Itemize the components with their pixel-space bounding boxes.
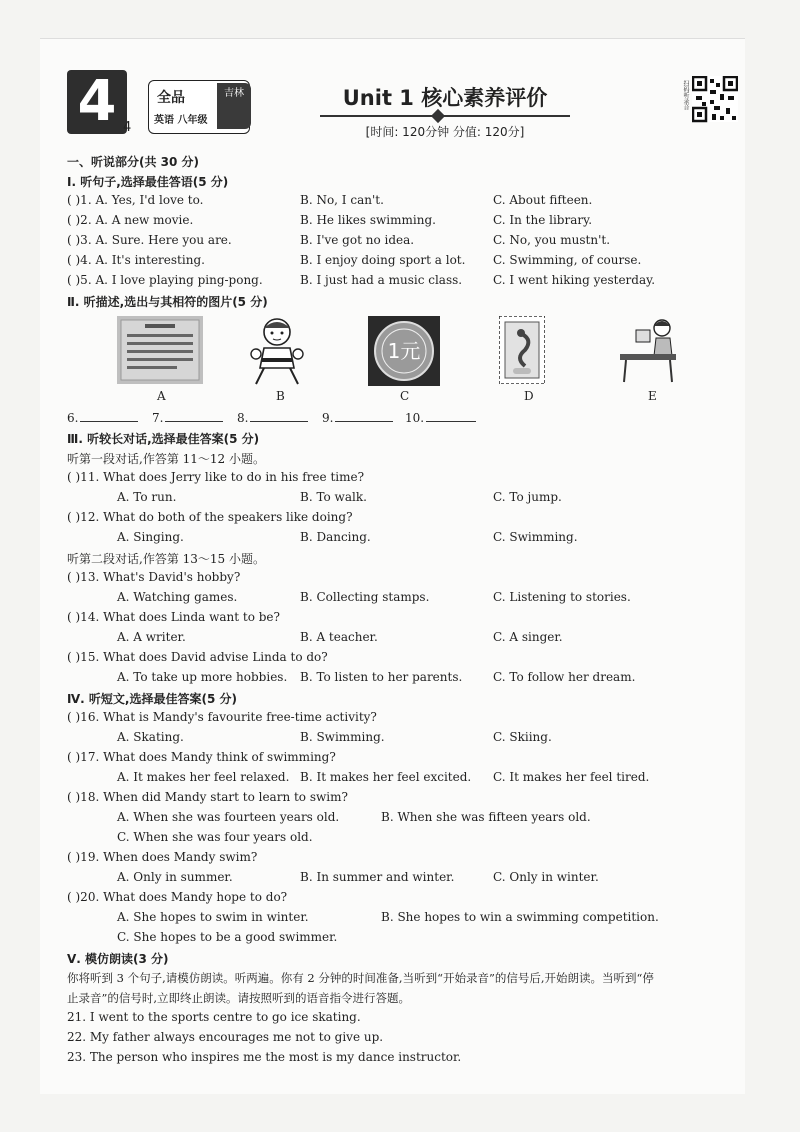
option-16b[interactable]: B. Swimming. (300, 730, 385, 744)
option-19c[interactable]: C. Only in winter. (493, 870, 599, 884)
sentence-22: 22. My father always encourages me not to give up. (67, 1030, 384, 1044)
option-12b[interactable]: B. Dancing. (300, 530, 371, 544)
option-19a[interactable]: A. Only in summer. (117, 870, 233, 884)
question-16: ( )16. What is Mandy's favourite free-time activity? (67, 710, 377, 724)
option-13a[interactable]: A. Watching games. (117, 590, 238, 604)
qr-code-icon[interactable] (692, 76, 738, 132)
question-17: ( )17. What does Mandy think of swimming? (67, 750, 336, 764)
dialog2-instruction: 听第二段对话,作答第 13～15 小题。 (67, 552, 265, 566)
answer-blank-8[interactable]: 8. (237, 410, 308, 425)
sentence-21: 21. I went to the sports centre to go ice skating. (67, 1010, 361, 1024)
option-13b[interactable]: B. Collecting stamps. (300, 590, 430, 604)
option-15b[interactable]: B. To listen to her parents. (300, 670, 463, 684)
question-15: ( )15. What does David advise Linda to do? (67, 650, 328, 664)
section-v-instruction-1: 你将听到 3 个句子,请模仿朗读。听两遍。你有 2 分钟的时间准备,当听到“开始录音”的信号后,开始朗读。当听到“停 (67, 971, 654, 985)
option-19b[interactable]: B. In summer and winter. (300, 870, 455, 884)
section-ii-title: Ⅱ. 听描述,选出与其相符的图片(5 分) (67, 295, 268, 309)
option-18c[interactable]: C. When she was four years old. (117, 830, 313, 844)
section-iv-title: Ⅳ. 听短文,选择最佳答案(5 分) (67, 692, 237, 706)
option-18b[interactable]: B. When she was fifteen years old. (381, 810, 591, 824)
section-i-title: Ⅰ. 听句子,选择最佳答语(5 分) (67, 175, 229, 189)
picture-label-d: D (524, 389, 534, 403)
option-16c[interactable]: C. Skiing. (493, 730, 552, 744)
option-11c[interactable]: C. To jump. (493, 490, 562, 504)
brand-badge: 吉林 (217, 83, 251, 129)
brand-name: 全品 (157, 90, 185, 106)
answer-blank-7[interactable]: 7. (152, 410, 223, 425)
option-11a[interactable]: A. To run. (117, 490, 177, 504)
option-12a[interactable]: A. Singing. (117, 530, 184, 544)
question-20: ( )20. What does Mandy hope to do? (67, 890, 288, 904)
girl-at-desk-picture (616, 316, 686, 386)
option-15a[interactable]: A. To take up more hobbies. (117, 670, 288, 684)
karate-boy-picture (242, 316, 312, 386)
option-12c[interactable]: C. Swimming. (493, 530, 578, 544)
time-score-info: [时间: 120分钟 分值: 120分] (365, 125, 525, 139)
option-15c[interactable]: C. To follow her dream. (493, 670, 636, 684)
question-11: ( )11. What does Jerry like to do in his free time? (67, 470, 365, 484)
dialog1-instruction: 听第一段对话,作答第 11～12 小题。 (67, 452, 265, 466)
unit-number-block: 4 (67, 70, 127, 134)
section-v-instruction-2: 止录音”的信号时,立即终止朗读。请按照听到的语音指令进行答题。 (67, 991, 411, 1005)
question-12: ( )12. What do both of the speakers like doing? (67, 510, 353, 524)
option-20b[interactable]: B. She hopes to win a swimming competition. (381, 910, 659, 924)
option-14a[interactable]: A. A writer. (117, 630, 186, 644)
option-16a[interactable]: A. Skating. (117, 730, 184, 744)
picture-label-c: C (400, 389, 410, 403)
option-17a[interactable]: A. It makes her feel relaxed. (117, 770, 290, 784)
coin-picture (368, 316, 440, 386)
answer-blank-6[interactable]: 6. (67, 410, 138, 425)
stamp-picture (499, 316, 545, 384)
question-13: ( )13. What's David's hobby? (67, 570, 241, 584)
answer-blank-9[interactable]: 9. (322, 410, 393, 425)
picture-label-b: B (276, 389, 285, 403)
option-17c[interactable]: C. It makes her feel tired. (493, 770, 650, 784)
brand-logo (148, 80, 250, 134)
option-17b[interactable]: B. It makes her feel excited. (300, 770, 472, 784)
page-title: Unit 1 核心素养评价 (342, 86, 548, 110)
small-number: 4 (123, 120, 132, 135)
option-20a[interactable]: A. She hopes to swim in winter. (117, 910, 309, 924)
option-14b[interactable]: B. A teacher. (300, 630, 378, 644)
qr-label: 扫码听录音 (682, 80, 689, 110)
option-14c[interactable]: C. A singer. (493, 630, 563, 644)
title-divider (320, 115, 570, 117)
section-v-title: Ⅴ. 模仿朗读(3 分) (67, 952, 169, 966)
question-18: ( )18. When did Mandy start to learn to swim? (67, 790, 348, 804)
question-19: ( )19. When does Mandy swim? (67, 850, 258, 864)
coin-text: 1元 (387, 339, 421, 363)
option-18a[interactable]: A. When she was fourteen years old. (117, 810, 340, 824)
option-13c[interactable]: C. Listening to stories. (493, 590, 631, 604)
picture-label-e: E (648, 389, 657, 403)
part-title: 一、听说部分(共 30 分) (67, 155, 200, 169)
section-iii-title: Ⅲ. 听较长对话,选择最佳答案(5 分) (67, 432, 260, 446)
answer-blank-10[interactable]: 10. (405, 410, 476, 425)
question-14: ( )14. What does Linda want to be? (67, 610, 280, 624)
picture-label-a: A (157, 389, 166, 403)
option-11b[interactable]: B. To walk. (300, 490, 367, 504)
notebook-picture (117, 316, 203, 384)
option-20c[interactable]: C. She hopes to be a good swimmer. (117, 930, 338, 944)
brand-subtitle: 英语 八年级 (154, 115, 208, 126)
sentence-23: 23. The person who inspires me the most is my dance instructor. (67, 1050, 462, 1064)
